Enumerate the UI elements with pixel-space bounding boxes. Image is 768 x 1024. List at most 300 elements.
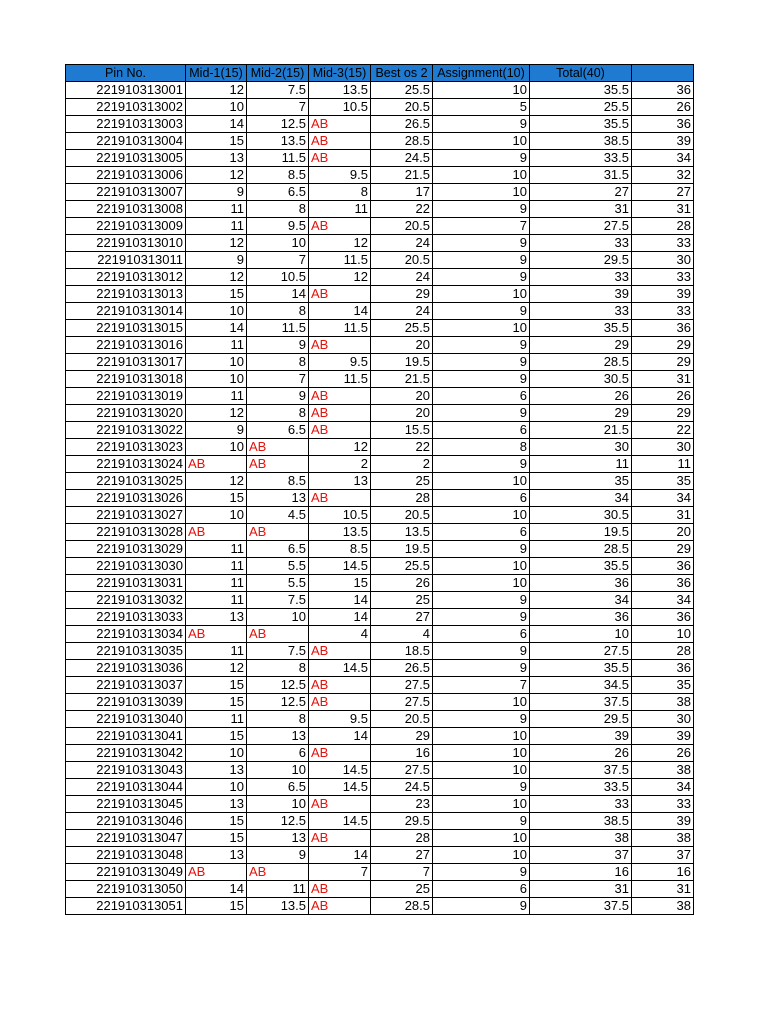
cell-mid-3: 14.5 <box>309 779 371 796</box>
table-row <box>66 864 694 881</box>
cell-total: 35.5 <box>530 116 632 133</box>
cell-assignment: 9 <box>433 609 530 626</box>
cell-pin-no: 221910313001 <box>66 82 186 99</box>
table-row <box>66 405 694 422</box>
cell-pin-no: 221910313035 <box>66 643 186 660</box>
cell-assignment: 7 <box>433 677 530 694</box>
cell-total: 31 <box>530 201 632 218</box>
cell-mid-1: 12 <box>186 167 247 184</box>
header-row <box>66 65 694 82</box>
cell-pin-no: 221910313005 <box>66 150 186 167</box>
cell-best-of-2: 25 <box>371 473 433 490</box>
cell-pin-no: 221910313012 <box>66 269 186 286</box>
cell-mid-3: AB <box>309 405 371 422</box>
cell-pin-no: 221910313042 <box>66 745 186 762</box>
cell-mid-3: AB <box>309 422 371 439</box>
cell-mid-1: 11 <box>186 388 247 405</box>
cell-rounded-total: 31 <box>632 881 694 898</box>
table-row <box>66 677 694 694</box>
cell-pin-no: 221910313022 <box>66 422 186 439</box>
cell-mid-2: 13.5 <box>247 898 309 915</box>
cell-mid-3: 14.5 <box>309 762 371 779</box>
cell-total: 33.5 <box>530 779 632 796</box>
cell-pin-no: 221910313047 <box>66 830 186 847</box>
cell-mid-3: 12 <box>309 235 371 252</box>
cell-mid-3: 9.5 <box>309 354 371 371</box>
cell-pin-no: 221910313027 <box>66 507 186 524</box>
cell-rounded-total: 38 <box>632 830 694 847</box>
cell-rounded-total: 38 <box>632 694 694 711</box>
cell-mid-2: 10 <box>247 796 309 813</box>
cell-mid-1: 10 <box>186 371 247 388</box>
cell-rounded-total: 36 <box>632 609 694 626</box>
table-row <box>66 218 694 235</box>
table-row <box>66 303 694 320</box>
cell-mid-2: 12.5 <box>247 694 309 711</box>
cell-assignment: 6 <box>433 881 530 898</box>
cell-best-of-2: 20 <box>371 388 433 405</box>
cell-rounded-total: 28 <box>632 643 694 660</box>
cell-pin-no: 221910313028 <box>66 524 186 541</box>
cell-mid-2: 6.5 <box>247 422 309 439</box>
table-row <box>66 541 694 558</box>
cell-assignment: 10 <box>433 473 530 490</box>
table-row <box>66 490 694 507</box>
cell-best-of-2: 27.5 <box>371 677 433 694</box>
marks-table <box>65 64 694 915</box>
table-row <box>66 456 694 473</box>
cell-mid-3: 15 <box>309 575 371 592</box>
cell-total: 34 <box>530 490 632 507</box>
cell-mid-3: AB <box>309 286 371 303</box>
cell-mid-2: 8 <box>247 201 309 218</box>
cell-best-of-2: 19.5 <box>371 354 433 371</box>
cell-rounded-total: 28 <box>632 218 694 235</box>
cell-pin-no: 221910313007 <box>66 184 186 201</box>
cell-rounded-total: 36 <box>632 660 694 677</box>
cell-best-of-2: 13.5 <box>371 524 433 541</box>
cell-rounded-total: 36 <box>632 82 694 99</box>
cell-rounded-total: 36 <box>632 575 694 592</box>
table-row <box>66 320 694 337</box>
table-row <box>66 371 694 388</box>
cell-mid-2: 10 <box>247 762 309 779</box>
cell-assignment: 10 <box>433 82 530 99</box>
cell-mid-2: AB <box>247 456 309 473</box>
cell-mid-1: 15 <box>186 490 247 507</box>
cell-pin-no: 221910313034 <box>66 626 186 643</box>
table-row <box>66 388 694 405</box>
cell-mid-3: 4 <box>309 626 371 643</box>
cell-rounded-total: 30 <box>632 252 694 269</box>
cell-mid-1: 10 <box>186 303 247 320</box>
cell-best-of-2: 19.5 <box>371 541 433 558</box>
cell-total: 33.5 <box>530 150 632 167</box>
cell-best-of-2: 17 <box>371 184 433 201</box>
cell-best-of-2: 20.5 <box>371 252 433 269</box>
cell-mid-1: 11 <box>186 592 247 609</box>
cell-total: 37.5 <box>530 898 632 915</box>
cell-mid-3: 8.5 <box>309 541 371 558</box>
cell-mid-2: 7 <box>247 99 309 116</box>
cell-assignment: 10 <box>433 575 530 592</box>
cell-pin-no: 221910313045 <box>66 796 186 813</box>
cell-rounded-total: 36 <box>632 116 694 133</box>
cell-total: 36 <box>530 609 632 626</box>
cell-best-of-2: 21.5 <box>371 167 433 184</box>
cell-assignment: 6 <box>433 422 530 439</box>
cell-total: 29 <box>530 337 632 354</box>
table-row <box>66 575 694 592</box>
cell-mid-2: 8 <box>247 354 309 371</box>
cell-mid-3: 14 <box>309 609 371 626</box>
cell-mid-2: 13 <box>247 830 309 847</box>
table-row <box>66 558 694 575</box>
cell-assignment: 9 <box>433 541 530 558</box>
cell-mid-1: 15 <box>186 898 247 915</box>
table-row <box>66 473 694 490</box>
cell-mid-1: 12 <box>186 269 247 286</box>
cell-best-of-2: 23 <box>371 796 433 813</box>
cell-rounded-total: 26 <box>632 388 694 405</box>
cell-total: 25.5 <box>530 99 632 116</box>
table-row <box>66 898 694 915</box>
table-row <box>66 779 694 796</box>
cell-mid-3: 10.5 <box>309 507 371 524</box>
cell-mid-2: 9 <box>247 388 309 405</box>
cell-pin-no: 221910313039 <box>66 694 186 711</box>
cell-total: 11 <box>530 456 632 473</box>
cell-mid-3: 13 <box>309 473 371 490</box>
cell-mid-1: 14 <box>186 320 247 337</box>
cell-mid-3: 14 <box>309 847 371 864</box>
cell-mid-2: 11 <box>247 881 309 898</box>
cell-mid-2: 6.5 <box>247 184 309 201</box>
cell-mid-3: 14.5 <box>309 813 371 830</box>
cell-pin-no: 221910313043 <box>66 762 186 779</box>
cell-pin-no: 221910313003 <box>66 116 186 133</box>
cell-total: 37.5 <box>530 762 632 779</box>
cell-mid-1: 15 <box>186 286 247 303</box>
table-row <box>66 524 694 541</box>
cell-mid-3: AB <box>309 898 371 915</box>
cell-total: 33 <box>530 235 632 252</box>
cell-total: 39 <box>530 728 632 745</box>
cell-total: 31 <box>530 881 632 898</box>
cell-assignment: 6 <box>433 524 530 541</box>
cell-rounded-total: 11 <box>632 456 694 473</box>
cell-mid-3: AB <box>309 796 371 813</box>
cell-mid-2: 8 <box>247 303 309 320</box>
cell-mid-1: 15 <box>186 133 247 150</box>
cell-mid-1: AB <box>186 524 247 541</box>
cell-rounded-total: 30 <box>632 439 694 456</box>
cell-rounded-total: 38 <box>632 762 694 779</box>
cell-mid-3: AB <box>309 133 371 150</box>
cell-total: 26 <box>530 388 632 405</box>
cell-assignment: 10 <box>433 558 530 575</box>
cell-rounded-total: 31 <box>632 507 694 524</box>
cell-total: 27.5 <box>530 643 632 660</box>
cell-best-of-2: 26.5 <box>371 660 433 677</box>
cell-rounded-total: 34 <box>632 490 694 507</box>
cell-mid-2: 9 <box>247 847 309 864</box>
cell-mid-2: 8.5 <box>247 167 309 184</box>
header-pin-no: Pin No. <box>66 65 186 82</box>
cell-mid-3: 12 <box>309 269 371 286</box>
cell-best-of-2: 24.5 <box>371 779 433 796</box>
cell-assignment: 9 <box>433 150 530 167</box>
cell-rounded-total: 26 <box>632 99 694 116</box>
cell-mid-1: 13 <box>186 847 247 864</box>
cell-total: 29.5 <box>530 252 632 269</box>
table-row <box>66 286 694 303</box>
cell-best-of-2: 29 <box>371 728 433 745</box>
cell-best-of-2: 22 <box>371 201 433 218</box>
cell-mid-1: 13 <box>186 762 247 779</box>
cell-mid-2: 10.5 <box>247 269 309 286</box>
cell-assignment: 10 <box>433 762 530 779</box>
cell-total: 37 <box>530 847 632 864</box>
cell-rounded-total: 39 <box>632 813 694 830</box>
cell-mid-2: 13 <box>247 728 309 745</box>
cell-best-of-2: 20 <box>371 405 433 422</box>
cell-assignment: 9 <box>433 643 530 660</box>
cell-pin-no: 221910313041 <box>66 728 186 745</box>
cell-mid-1: AB <box>186 456 247 473</box>
cell-mid-3: 9.5 <box>309 711 371 728</box>
cell-mid-1: 12 <box>186 473 247 490</box>
cell-mid-3: AB <box>309 643 371 660</box>
cell-total: 33 <box>530 269 632 286</box>
header-total: Total(40) <box>530 65 632 82</box>
cell-rounded-total: 39 <box>632 286 694 303</box>
cell-rounded-total: 29 <box>632 337 694 354</box>
cell-best-of-2: 26.5 <box>371 116 433 133</box>
cell-mid-1: 14 <box>186 881 247 898</box>
cell-mid-2: 5.5 <box>247 558 309 575</box>
cell-rounded-total: 33 <box>632 303 694 320</box>
table-row <box>66 422 694 439</box>
cell-total: 29 <box>530 405 632 422</box>
table-row <box>66 711 694 728</box>
cell-pin-no: 221910313014 <box>66 303 186 320</box>
table-row <box>66 167 694 184</box>
cell-total: 16 <box>530 864 632 881</box>
cell-mid-1: 11 <box>186 643 247 660</box>
header-mid-1: Mid-1(15) <box>186 65 247 82</box>
cell-pin-no: 221910313025 <box>66 473 186 490</box>
cell-rounded-total: 16 <box>632 864 694 881</box>
cell-pin-no: 221910313024 <box>66 456 186 473</box>
cell-best-of-2: 22 <box>371 439 433 456</box>
cell-assignment: 9 <box>433 456 530 473</box>
cell-mid-1: 12 <box>186 660 247 677</box>
header-mid-2: Mid-2(15) <box>247 65 309 82</box>
cell-pin-no: 221910313044 <box>66 779 186 796</box>
cell-mid-1: AB <box>186 864 247 881</box>
table-row <box>66 82 694 99</box>
table-row <box>66 796 694 813</box>
cell-assignment: 9 <box>433 354 530 371</box>
table-row <box>66 643 694 660</box>
cell-best-of-2: 25.5 <box>371 82 433 99</box>
cell-total: 35.5 <box>530 82 632 99</box>
cell-mid-3: AB <box>309 388 371 405</box>
cell-rounded-total: 39 <box>632 133 694 150</box>
cell-mid-3: 11.5 <box>309 371 371 388</box>
cell-pin-no: 221910313037 <box>66 677 186 694</box>
cell-total: 38.5 <box>530 133 632 150</box>
cell-assignment: 9 <box>433 116 530 133</box>
cell-mid-3: 11.5 <box>309 320 371 337</box>
cell-mid-1: 15 <box>186 728 247 745</box>
cell-mid-1: 13 <box>186 150 247 167</box>
cell-rounded-total: 26 <box>632 745 694 762</box>
cell-rounded-total: 35 <box>632 677 694 694</box>
cell-rounded-total: 39 <box>632 728 694 745</box>
cell-mid-3: AB <box>309 694 371 711</box>
cell-total: 38.5 <box>530 813 632 830</box>
cell-pin-no: 221910313020 <box>66 405 186 422</box>
cell-rounded-total: 29 <box>632 405 694 422</box>
table-row <box>66 252 694 269</box>
cell-pin-no: 221910313050 <box>66 881 186 898</box>
cell-mid-1: 15 <box>186 694 247 711</box>
cell-mid-3: 11 <box>309 201 371 218</box>
cell-assignment: 10 <box>433 184 530 201</box>
cell-mid-2: 13 <box>247 490 309 507</box>
cell-assignment: 7 <box>433 218 530 235</box>
cell-best-of-2: 29.5 <box>371 813 433 830</box>
cell-mid-1: 10 <box>186 745 247 762</box>
cell-best-of-2: 27.5 <box>371 762 433 779</box>
cell-mid-2: 6.5 <box>247 541 309 558</box>
cell-mid-3: AB <box>309 830 371 847</box>
cell-assignment: 10 <box>433 133 530 150</box>
cell-mid-1: 10 <box>186 99 247 116</box>
cell-mid-2: 4.5 <box>247 507 309 524</box>
cell-assignment: 10 <box>433 507 530 524</box>
cell-rounded-total: 34 <box>632 592 694 609</box>
cell-rounded-total: 34 <box>632 779 694 796</box>
cell-mid-1: 15 <box>186 830 247 847</box>
cell-mid-1: 9 <box>186 422 247 439</box>
cell-mid-2: 8 <box>247 405 309 422</box>
cell-mid-2: 7.5 <box>247 643 309 660</box>
cell-mid-3: 12 <box>309 439 371 456</box>
cell-best-of-2: 20 <box>371 337 433 354</box>
cell-assignment: 9 <box>433 303 530 320</box>
cell-pin-no: 221910313026 <box>66 490 186 507</box>
cell-mid-2: 7.5 <box>247 592 309 609</box>
cell-rounded-total: 22 <box>632 422 694 439</box>
cell-pin-no: 221910313031 <box>66 575 186 592</box>
cell-total: 10 <box>530 626 632 643</box>
cell-pin-no: 221910313040 <box>66 711 186 728</box>
cell-mid-1: 11 <box>186 337 247 354</box>
cell-assignment: 10 <box>433 728 530 745</box>
cell-best-of-2: 28.5 <box>371 133 433 150</box>
cell-total: 30 <box>530 439 632 456</box>
table-row <box>66 184 694 201</box>
cell-mid-3: AB <box>309 677 371 694</box>
table-row <box>66 830 694 847</box>
cell-mid-1: 9 <box>186 252 247 269</box>
cell-rounded-total: 29 <box>632 354 694 371</box>
cell-mid-2: 12.5 <box>247 677 309 694</box>
cell-rounded-total: 31 <box>632 371 694 388</box>
cell-assignment: 9 <box>433 660 530 677</box>
cell-mid-3: 7 <box>309 864 371 881</box>
cell-pin-no: 221910313015 <box>66 320 186 337</box>
cell-best-of-2: 24 <box>371 303 433 320</box>
cell-mid-1: 12 <box>186 235 247 252</box>
cell-pin-no: 221910313002 <box>66 99 186 116</box>
cell-pin-no: 221910313029 <box>66 541 186 558</box>
cell-pin-no: 221910313016 <box>66 337 186 354</box>
cell-assignment: 10 <box>433 286 530 303</box>
cell-best-of-2: 4 <box>371 626 433 643</box>
cell-rounded-total: 10 <box>632 626 694 643</box>
cell-mid-2: AB <box>247 439 309 456</box>
cell-total: 36 <box>530 575 632 592</box>
cell-best-of-2: 25.5 <box>371 558 433 575</box>
header-mid-3: Mid-3(15) <box>309 65 371 82</box>
cell-mid-1: 13 <box>186 796 247 813</box>
cell-total: 19.5 <box>530 524 632 541</box>
cell-total: 27.5 <box>530 218 632 235</box>
cell-mid-2: 6 <box>247 745 309 762</box>
cell-assignment: 10 <box>433 167 530 184</box>
cell-pin-no: 221910313011 <box>66 252 186 269</box>
cell-mid-1: 11 <box>186 218 247 235</box>
cell-assignment: 9 <box>433 235 530 252</box>
cell-best-of-2: 18.5 <box>371 643 433 660</box>
cell-rounded-total: 30 <box>632 711 694 728</box>
cell-mid-3: 14 <box>309 592 371 609</box>
cell-mid-2: 12.5 <box>247 116 309 133</box>
cell-pin-no: 221910313019 <box>66 388 186 405</box>
cell-best-of-2: 15.5 <box>371 422 433 439</box>
cell-rounded-total: 34 <box>632 150 694 167</box>
cell-assignment: 10 <box>433 796 530 813</box>
cell-rounded-total: 20 <box>632 524 694 541</box>
cell-mid-3: AB <box>309 150 371 167</box>
cell-total: 31.5 <box>530 167 632 184</box>
cell-mid-3: 10.5 <box>309 99 371 116</box>
cell-total: 33 <box>530 796 632 813</box>
cell-mid-3: 14.5 <box>309 558 371 575</box>
cell-best-of-2: 28 <box>371 830 433 847</box>
cell-total: 35.5 <box>530 660 632 677</box>
cell-mid-1: 11 <box>186 558 247 575</box>
table-row <box>66 762 694 779</box>
cell-mid-3: AB <box>309 490 371 507</box>
cell-mid-1: 12 <box>186 82 247 99</box>
cell-pin-no: 221910313051 <box>66 898 186 915</box>
cell-rounded-total: 31 <box>632 201 694 218</box>
cell-total: 27 <box>530 184 632 201</box>
cell-assignment: 9 <box>433 813 530 830</box>
cell-mid-1: 11 <box>186 711 247 728</box>
cell-rounded-total: 36 <box>632 320 694 337</box>
cell-best-of-2: 16 <box>371 745 433 762</box>
cell-best-of-2: 20.5 <box>371 218 433 235</box>
cell-best-of-2: 27 <box>371 609 433 626</box>
cell-best-of-2: 20.5 <box>371 99 433 116</box>
cell-pin-no: 221910313032 <box>66 592 186 609</box>
